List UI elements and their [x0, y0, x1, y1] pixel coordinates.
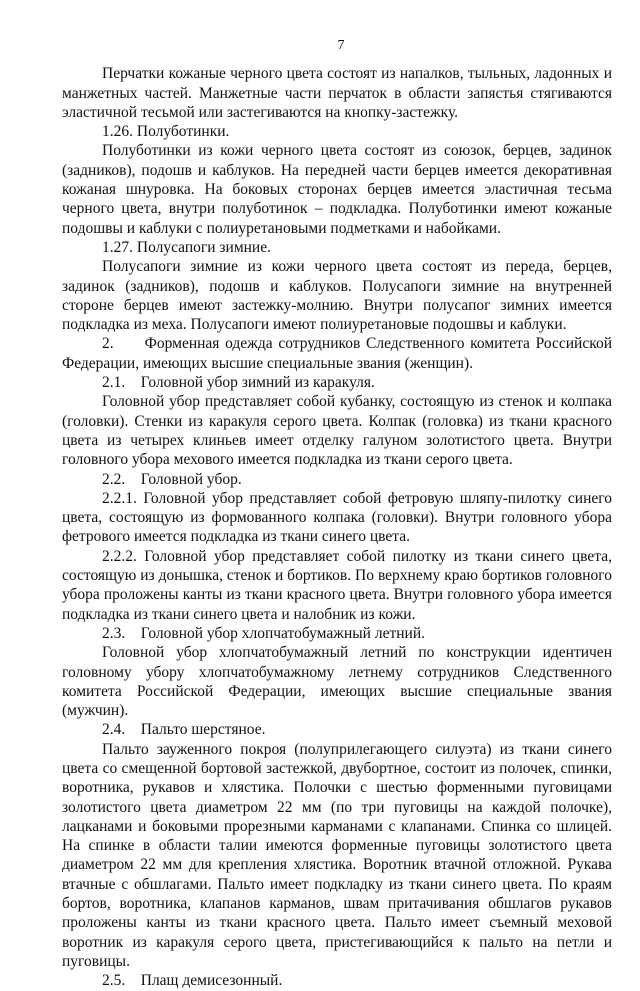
- section-heading: 1.27. Полусапоги зимние.: [102, 238, 271, 256]
- section-heading: 2.3. Головной убор хлопчатобумажный летний.: [102, 624, 426, 642]
- paragraph: Головной убор представляет собой кубанку, состоящую из стенок и колпака (головки). Стенки из каракуля серого цвета. Колпак (головка) из ткани красного цвета из четырех клиньев имеет отделку галуном золотистого цвета. Внутри головного убора мехового имеется подкладка из ткани серого цвета.: [62, 393, 612, 469]
- paragraph: 2.2.1. Головной убор представляет собой фетровую шляпу-пилотку синего цвета, состоящую из формованного колпака (головки). Внутри головного убора фетрового имеется подкладка из ткани синего цвета.: [62, 489, 612, 546]
- section-heading: 2.1. Головной убор зимний из каракуля.: [102, 374, 375, 392]
- paragraph: Пальто зауженного покроя (полуприлегающего силуэта) из ткани синего цвета со смещенной бортовой застежкой, двубортное, состоит из полочек, спинки, воротника, рукавов и хлястика. Полочки с шестью форменными пуговицами золотистого цвета диаметром 22 мм (по три пуговицы на каждой полочке), лацканами и боковыми прорезными карманами с клапанами. Спинка со шлицей. На спинке в области талии имеются форменные пуговицы золотистого цвета диаметром 22 мм для крепления хлястика. Воротник втачной отложной. Рукава втачные с обшлагами. Пальто имеет подкладку из ткани синего цвета. По краям бортов, воротника, клапанов карманов, швам притачивания обшлагов рукавов проложены канты из ткани красного цвета. Пальто имеет съемный меховой воротник из каракуля серого цвета, пристегивающийся к пальто на петли и пуговицы.: [62, 740, 612, 970]
- paragraph: 2. Форменная одежда сотрудников Следственного комитета Российской Федерации, имеющих высшие специальные звания (женщин).: [62, 335, 612, 372]
- paragraph: Полусапоги зимние из кожи черного цвета состоят из переда, берцев, задинок (задников), подошв и каблуков. Полусапоги зимние на внутренней стороне берцев имеют застежку-молнию. Внутри полусапог зимних имеется подкладка из меха. Полусапоги имеют полиуретановые подошвы и каблуки.: [62, 258, 612, 334]
- page-number: 7: [337, 38, 345, 53]
- paragraph: Полуботинки из кожи черного цвета состоят из союзок, берцев, задинок (задников), подошв и каблуков. На передней части берцев имеется декоративная кожаная шнуровка. На боковых сторонах берцев имеется эластичная тесьма черного цвета, внутри полуботинок – подкладка. Полуботинки имеют кожаные подошвы и каблуки с полиуретановыми подметками и набойками.: [62, 142, 612, 237]
- paragraph: Головной убор хлопчатобумажный летний по конструкции идентичен головному убору хлопчатобумажному летнему сотрудников Следственного комитета Российской Федерации, имеющих высшие специальные звания (мужчин).: [62, 644, 612, 720]
- section-heading: 2.2. Головной убор.: [102, 470, 242, 488]
- section-heading: 2.5. Плащ демисезонный.: [102, 972, 283, 990]
- section-heading: 1.26. Полуботинки.: [102, 123, 230, 141]
- section-heading: 2.4. Пальто шерстяное.: [102, 721, 266, 739]
- document-body: [62, 64, 612, 990]
- paragraph: Перчатки кожаные черного цвета состоят из напалков, тыльных, ладонных и манжетных частей. Манжетные части перчаток в области запястья стягиваются эластичной тесьмой или застегиваются на кнопку-застежку.: [62, 65, 612, 121]
- paragraph: 2.2.2. Головной убор представляет собой пилотку из ткани синего цвета, состоящую из донышка, стенок и бортиков. По верхнему краю бортиков головного убора проложены канты из ткани красного цвета. Внутри головного убора имеется подкладка из ткани синего цвета и налобник из кожи.: [62, 547, 612, 623]
